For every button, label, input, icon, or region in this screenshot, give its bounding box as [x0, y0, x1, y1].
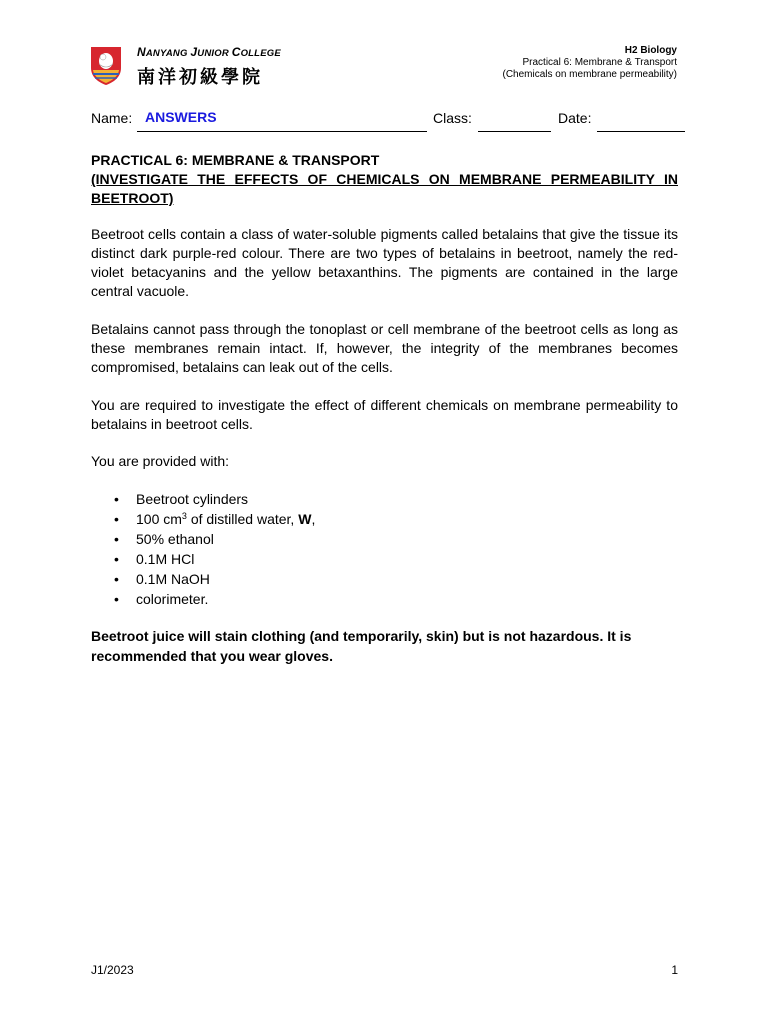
list-item: • 100 $cm^3$ of distilled water, W,: [114, 511, 316, 527]
heading-line-2: (INVESTIGATE THE EFFECTS OF CHEMICALS ON MEMBRANE PERMEABILITY IN BEETROOT): [91, 171, 678, 206]
subject-title: H2 Biology: [624, 45, 677, 56]
crest-icon: [90, 46, 122, 86]
date-field-line[interactable]: [597, 131, 685, 132]
page-number: 1: [671, 963, 678, 977]
class-field-line[interactable]: [478, 131, 551, 132]
intro-paragraph: Beetroot cells contain a class of water-soluble pigments called betalains that give the tissue its distinct dark purple-red colour. There are two types of betalains in beetroot, namely the red-violet betacyanins and the yellow betaxanthins. The pigments are contained in the large central vacuole.: [91, 226, 678, 299]
task-paragraph: You are required to investigate the effect of different chemicals on membrane permeability to betalains in beetroot cells.: [91, 397, 678, 432]
date-label: Date:: [558, 110, 592, 126]
list-item: • colorimeter.: [114, 591, 209, 607]
name-field-line[interactable]: [137, 131, 427, 132]
heading-line-1: PRACTICAL 6: MEMBRANE & TRANSPORT: [91, 152, 380, 168]
practical-subtitle: (Chemicals on membrane permeability): [502, 69, 677, 80]
bullet-icon: •: [114, 531, 119, 547]
membrane-paragraph: Betalains cannot pass through the tonoplast or cell membrane of the beetroot cells as long as these membranes remain intact. If, however, the integrity of the membranes becomes compromised, betalains can leak out of the cells.: [91, 321, 678, 375]
student-info-row: [91, 108, 685, 134]
list-item: • 0.1M NaOH: [114, 571, 210, 587]
list-item: • 50% ethanol: [114, 531, 214, 547]
college-name-cn: 南洋初級學院: [137, 67, 263, 88]
bullet-icon: •: [114, 571, 119, 587]
class-label: Class:: [433, 110, 472, 126]
footer-term: J1/2023: [91, 963, 134, 977]
list-item: • 0.1M HCl: [114, 551, 195, 567]
materials-list: [110, 489, 315, 609]
name-label: Name:: [91, 110, 133, 126]
bullet-icon: •: [114, 551, 119, 567]
safety-warning: Beetroot juice will stain clothing (and temporarily, skin) but is not hazardous. It is recommended that you wear gloves.: [91, 628, 632, 664]
list-item: • Beetroot cylinders: [114, 491, 249, 507]
bullet-icon: •: [114, 491, 119, 507]
college-name-en: NANYANG JUNIOR COLLEGE: [137, 45, 281, 59]
practical-title: Practical 6: Membrane & Transport: [522, 57, 677, 68]
practical-heading: [91, 151, 678, 208]
name-value: ANSWERS: [145, 109, 217, 125]
bullet-icon: •: [114, 511, 119, 527]
bullet-icon: •: [114, 591, 119, 607]
header-info: [502, 45, 677, 81]
provided-paragraph: You are provided with:: [91, 453, 230, 469]
